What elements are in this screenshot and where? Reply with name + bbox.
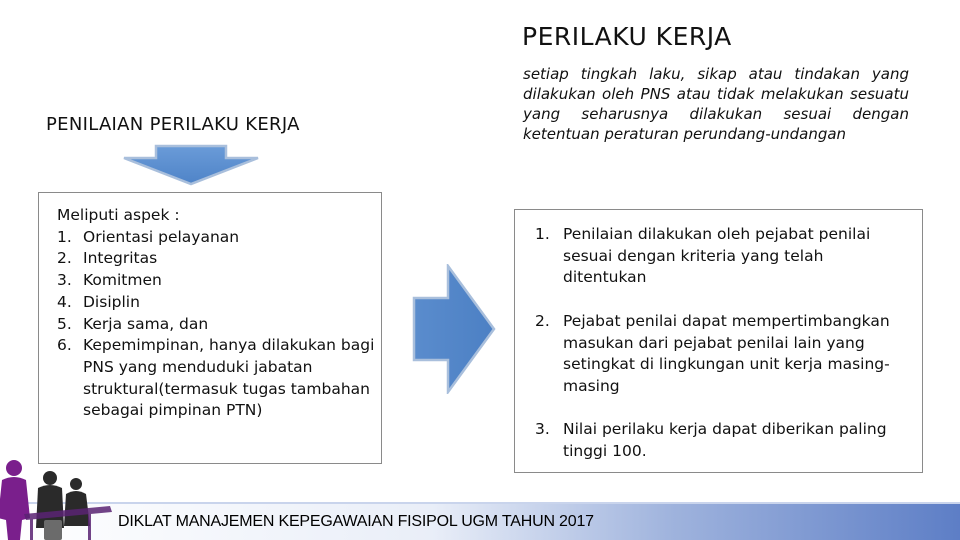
item-text: Kerja sama, dan [83, 314, 209, 333]
rules-box [514, 209, 923, 473]
item-number: 2. [535, 311, 550, 330]
item-text: Orientasi pelayanan [83, 227, 240, 246]
list-item [535, 224, 905, 289]
aspect-content [57, 205, 377, 422]
rules-list [535, 224, 905, 484]
aspect-list [57, 227, 377, 422]
list-item [57, 248, 377, 270]
item-text: Kepemimpinan, hanya dilakukan bagi PNS yang menduduki jabatan struktural(termasuk tugas tambahan sebagai pimpinan PTN) [83, 336, 375, 420]
item-text: Nilai perilaku kerja dapat diberikan paling tinggi 100. [563, 420, 887, 460]
item-number: 1. [535, 225, 550, 243]
list-item [535, 419, 905, 462]
right-arrow-icon [412, 264, 496, 394]
list-item [57, 270, 377, 292]
item-text: Disiplin [83, 292, 140, 311]
item-number: 3. [57, 271, 72, 290]
aspect-box [38, 192, 382, 464]
item-text: Komitmen [83, 271, 162, 290]
item-number: 1. [57, 227, 72, 246]
item-number: 5. [57, 314, 72, 333]
list-item [57, 292, 377, 314]
item-number: 2. [57, 249, 72, 268]
item-number: 4. [57, 292, 72, 311]
item-text: Penilaian dilakukan oleh pejabat penilai sesuai dengan kriteria yang telah ditentukan [563, 225, 871, 287]
left-heading: PENILAIAN PERILAKU KERJA [46, 114, 300, 135]
people-silhouette-icon [0, 458, 120, 540]
definition-text: setiap tingkah laku, sikap atau tindakan yang dilakukan oleh PNS atau tidak melakukan sesuatu yang seharusnya dilakukan sesuai dengan ketentuan peraturan perundang-undangan [523, 65, 909, 143]
item-number: 6. [57, 336, 72, 355]
list-item [57, 314, 377, 336]
item-text: Integritas [83, 249, 158, 268]
item-text: Pejabat penilai dapat mempertimbangkan masukan dari pejabat penilai lain yang setingkat di lingkungan unit kerja masing-masing [563, 311, 890, 395]
down-arrow-icon [120, 144, 262, 186]
aspect-intro: Meliputi aspek : [57, 206, 180, 224]
list-item [57, 227, 377, 249]
list-item [57, 335, 377, 422]
slide-title: PERILAKU KERJA [522, 22, 732, 51]
footer-text: DIKLAT MANAJEMEN KEPEGAWAIAN FISIPOL UGM TAHUN 2017 [118, 513, 594, 530]
item-number: 3. [535, 420, 550, 439]
list-item [535, 311, 905, 398]
